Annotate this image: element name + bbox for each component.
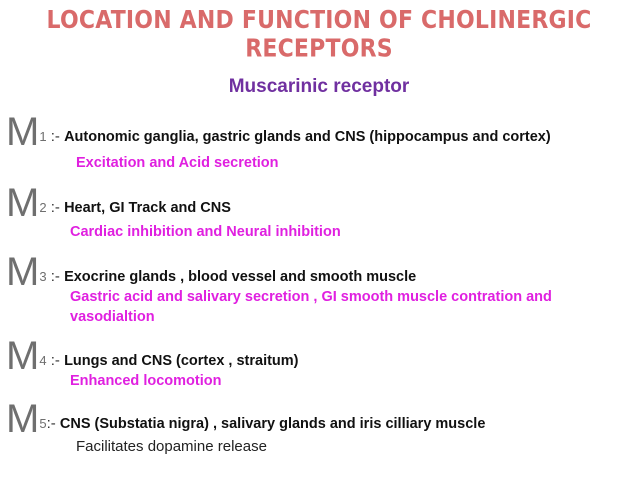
receptor-m5-row <box>6 399 485 439</box>
receptor-number: 5 <box>39 416 47 431</box>
receptor-separator: :- <box>46 268 65 285</box>
receptor-location: Exocrine glands , blood vessel and smooth muscle <box>64 269 417 285</box>
receptor-m2-function: Cardiac inhibition and Neural inhibition <box>70 224 341 240</box>
slide-title: LOCATION AND FUNCTION OF CHOLINERGIC RECEPTORS <box>46 6 592 64</box>
receptor-separator: :- <box>46 415 60 432</box>
receptor-location: CNS (Substatia nigra) , salivary glands and iris cilliary muscle <box>59 416 486 432</box>
receptor-m3-row <box>6 252 416 292</box>
receptor-number: 1 <box>39 129 47 144</box>
receptor-letter: M <box>6 397 40 441</box>
receptor-location: Autonomic ganglia, gastric glands and CNS (hippocampus and cortex) <box>64 129 551 145</box>
receptor-location: Heart, GI Track and CNS <box>64 200 231 216</box>
subtitle: Muscarinic receptor <box>228 76 410 97</box>
receptor-letter: M <box>6 334 40 378</box>
receptor-letter: M <box>6 181 40 225</box>
receptor-separator: :- <box>46 128 65 145</box>
receptor-number: 4 <box>39 353 47 368</box>
receptor-m5-function: Facilitates dopamine release <box>76 438 267 455</box>
receptor-separator: :- <box>46 199 65 216</box>
receptor-m1-function: Excitation and Acid secretion <box>76 155 279 171</box>
receptor-m1-row <box>6 112 551 152</box>
receptor-location: Lungs and CNS (cortex , straitum) <box>64 353 299 369</box>
receptor-letter: M <box>6 110 40 154</box>
receptor-number: 2 <box>39 200 47 215</box>
receptor-m4-row <box>6 336 299 376</box>
receptor-m2-row <box>6 183 231 223</box>
receptor-number: 3 <box>39 269 47 284</box>
receptor-separator: :- <box>46 352 65 369</box>
receptor-letter: M <box>6 250 40 294</box>
receptor-m3-function: Gastric acid and salivary secretion , GI smooth muscle contration and vasodialtion <box>70 289 552 325</box>
receptor-m4-function: Enhanced locomotion <box>70 373 222 389</box>
